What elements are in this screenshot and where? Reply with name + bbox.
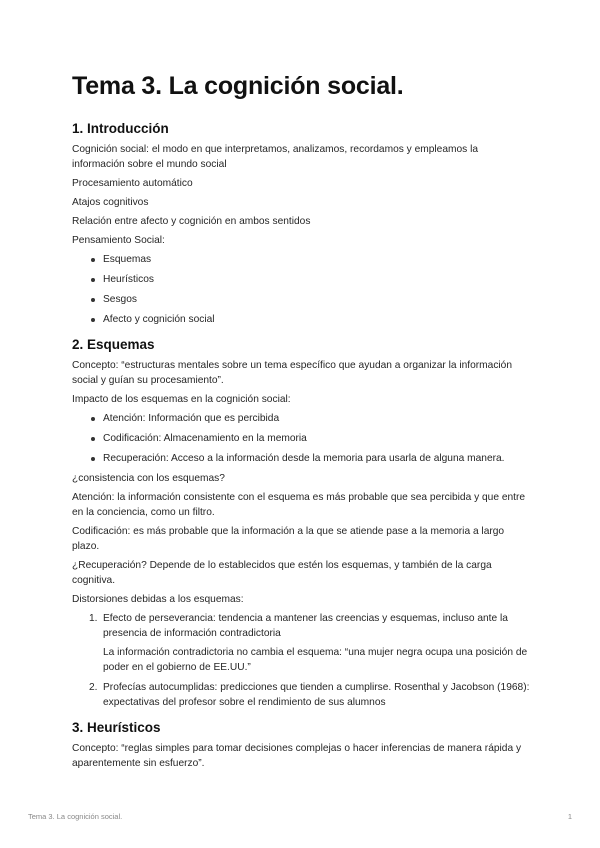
bullet-list	[72, 411, 532, 466]
paragraph: Concepto: “reglas simples para tomar decisiones complejas o hacer inferencias de manera rápida y aparentemente sin esfuerzo”.	[72, 743, 522, 769]
paragraph: Atajos cognitivos	[72, 197, 149, 208]
list-item: Esquemas	[72, 252, 532, 267]
document-body	[72, 120, 532, 775]
section-heading-esquemas: 2. Esquemas	[72, 337, 155, 352]
list-item: Atención: Información que es percibida	[72, 411, 532, 426]
paragraph: ¿consistencia con los esquemas?	[72, 473, 225, 484]
footer-title: Tema 3. La cognición social.	[28, 812, 123, 821]
paragraph: Codificación: es más probable que la información a la que se atiende pase a la memoria a largo plazo.	[72, 526, 505, 552]
numbered-list-item	[72, 611, 532, 675]
paragraph: Pensamiento Social:	[72, 235, 165, 246]
section-heading-introduccion: 1. Introducción	[72, 121, 169, 136]
list-item-text: Efecto de perseverancia: tendencia a mantener las creencias y esquemas, incluso ante la presencia de información contradictoria	[103, 613, 508, 639]
page-number: 1	[567, 812, 572, 821]
list-item-text: Profecías autocumplidas: predicciones que tienden a cumplirse. Rosenthal y Jacobson (1968): expectativas del profesor sobre el rendimiento de sus alumnos	[103, 682, 530, 708]
bullet-list	[72, 252, 532, 327]
page-title: Tema 3. La cognición social.	[72, 72, 404, 100]
numbered-list	[72, 611, 532, 710]
paragraph: ¿Recuperación? Depende de lo establecidos que estén los esquemas, y también de la carga cognitiva.	[72, 560, 492, 586]
list-item: Afecto y cognición social	[72, 312, 532, 327]
list-item: Heurísticos	[72, 272, 532, 287]
paragraph: Relación entre afecto y cognición en ambos sentidos	[72, 216, 311, 227]
list-number: 1.	[89, 613, 98, 624]
paragraph: Impacto de los esquemas en la cognición social:	[72, 394, 291, 405]
paragraph: Atención: la información consistente con el esquema es más probable que sea percibida y que entre en la conciencia, como un filtro.	[72, 492, 526, 518]
paragraph: Cognición social: el modo en que interpretamos, analizamos, recordamos y empleamos la información sobre el mundo social	[72, 144, 479, 170]
list-item: Recuperación: Acceso a la información desde la memoria para usarla de alguna manera.	[72, 451, 532, 466]
list-item: Sesgos	[72, 292, 532, 307]
list-item: Codificación: Almacenamiento en la memoria	[72, 431, 532, 446]
section-heading-heuristicos: 3. Heurísticos	[72, 720, 161, 735]
paragraph: Distorsiones debidas a los esquemas:	[72, 594, 244, 605]
list-item-subparagraph: La información contradictoria no cambia el esquema: “una mujer negra ocupa una posición de poder en el gobierno de EE.UU.”	[103, 647, 528, 673]
paragraph: Concepto: “estructuras mentales sobre un tema específico que ayudan a organizar la información social y guían su procesamiento”.	[72, 360, 513, 386]
list-number: 2.	[89, 682, 98, 693]
numbered-list-item	[72, 680, 532, 710]
paragraph: Procesamiento automático	[72, 178, 193, 189]
